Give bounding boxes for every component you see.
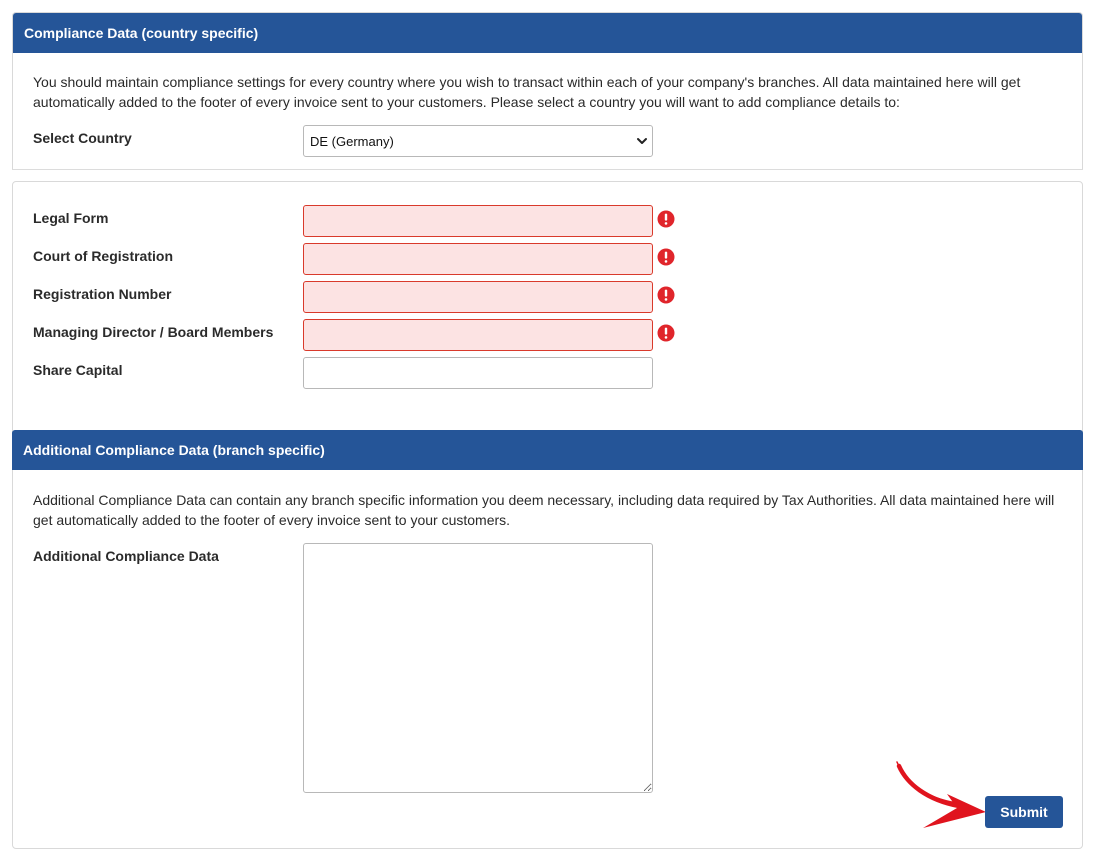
registration-number-label: Registration Number — [33, 286, 172, 302]
exclamation-circle-icon — [657, 286, 675, 304]
exclamation-circle-icon — [657, 210, 675, 228]
registration-number-input[interactable] — [303, 281, 653, 313]
legal-form-label: Legal Form — [33, 210, 109, 226]
branch-compliance-header: Additional Compliance Data (branch specific) — [12, 430, 1083, 470]
select-country-label: Select Country — [33, 130, 132, 146]
red-arrow-icon — [893, 760, 988, 832]
share-capital-label: Share Capital — [33, 362, 123, 378]
court-of-registration-label: Court of Registration — [33, 248, 173, 264]
managing-director-input[interactable] — [303, 319, 653, 351]
additional-compliance-textarea[interactable] — [303, 543, 653, 793]
managing-director-label: Managing Director / Board Members — [33, 324, 274, 340]
country-select[interactable] — [303, 125, 653, 157]
country-compliance-description: You should maintain compliance settings for every country where you wish to transact within each of your company's branches. All data maintained here will get automatically added to the footer of every invoice sent to your customers. Please select a country you will want to add compliance details to: — [33, 74, 1021, 110]
court-of-registration-input[interactable] — [303, 243, 653, 275]
section-divider — [12, 169, 1083, 170]
country-compliance-header: Compliance Data (country specific) — [13, 13, 1082, 53]
legal-form-input[interactable] — [303, 205, 653, 237]
exclamation-circle-icon — [657, 324, 675, 342]
exclamation-circle-icon — [657, 248, 675, 266]
share-capital-input[interactable] — [303, 357, 653, 389]
branch-compliance-description: Additional Compliance Data can contain any branch specific information you deem necessary, including data required by Tax Authorities. All data maintained here will get automatically added to the footer of every invoice sent to your customers. — [33, 492, 1055, 528]
submit-button[interactable]: Submit — [985, 796, 1063, 828]
additional-compliance-label: Additional Compliance Data — [33, 548, 219, 564]
